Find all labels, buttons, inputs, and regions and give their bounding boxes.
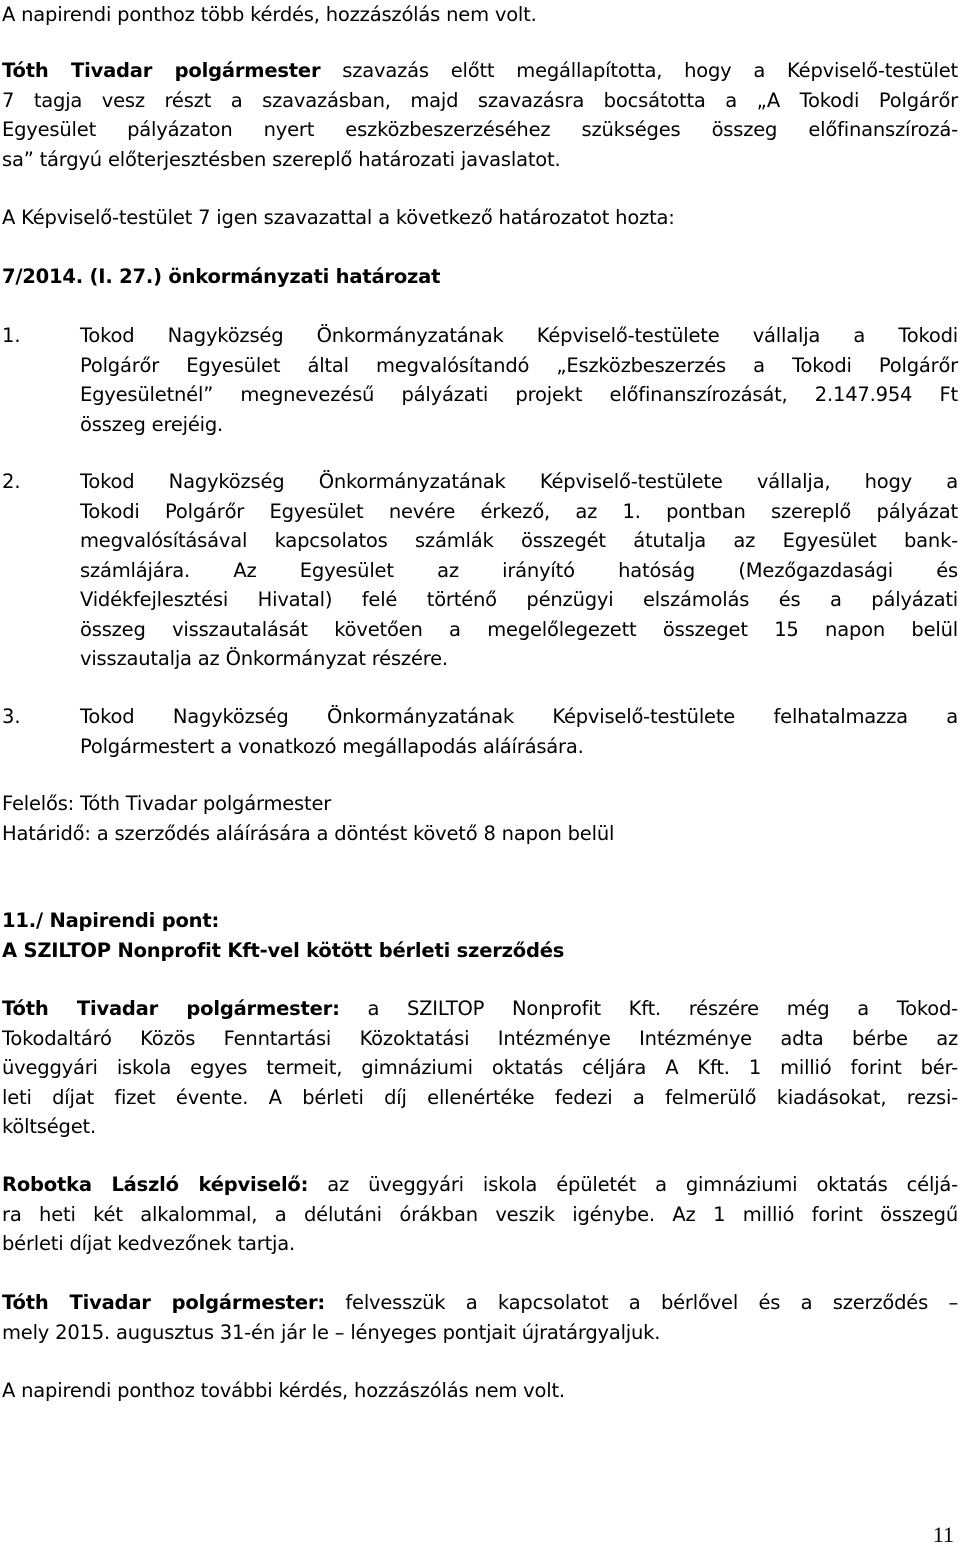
- vote-line-1: [2, 56, 958, 86]
- speech-line: [2, 994, 958, 1024]
- speech-line: [2, 1170, 958, 1200]
- item-line: összeg erejéig.: [80, 412, 224, 436]
- speech-line: Tokodaltáró Közös Fenntartási Közoktatási Intézménye Intézménye adta bérbe az: [2, 1026, 958, 1050]
- item-line: számlájára. Az Egyesület az irányító hatóság (Mezőgazdasági és: [80, 558, 958, 582]
- responsibility-block: [2, 789, 958, 848]
- closing-text: A napirendi ponthoz további kérdés, hozzászólás nem volt.: [2, 1379, 565, 1402]
- item-line: Vidékfejlesztési Hivatal) felé történő pénzügyi elszámolás és a pályázati: [80, 588, 958, 611]
- item-line: Tokodi Polgárőr Egyesület nevére érkező, az 1. pontban szereplő pályázat: [80, 499, 958, 523]
- closing-paragraph: [2, 1376, 958, 1406]
- speech-line: leti díjat fizet évente. A bérleti díj ellenértéke fedezi a felmerülő kiadásokat, rezsi-: [2, 1085, 958, 1109]
- speech-line: [2, 1288, 958, 1318]
- item-line: Tokod Nagyközség Önkormányzatának Képviselő-testülete vállalja, hogy a: [80, 470, 958, 493]
- speaker-name: Robotka László képviselő:: [2, 1173, 309, 1196]
- intro-text: A napirendi ponthoz több kérdés, hozzászólás nem volt.: [2, 3, 537, 26]
- speech-text: felvesszük a kapcsolatot a bérlővel és a szerződés –: [324, 1291, 958, 1314]
- speech-1: [2, 994, 958, 1142]
- vote-line-2: 7 tagja vesz részt a szavazásban, majd szavazásra bocsátotta a „A Tokodi Polgárőr: [2, 88, 958, 112]
- item-line: Tokod Nagyközség Önkormányzatának Képviselő-testülete felhatalmazza a: [80, 705, 958, 728]
- speaker-name: Tóth Tivadar polgármester: [2, 59, 321, 82]
- item-line: Polgárőr Egyesület által megvalósítandó „Eszközbeszerzés a Tokodi Polgárőr: [80, 353, 958, 377]
- item-number-1: 1.: [2, 324, 21, 347]
- item-line: visszautalja az Önkormányzat részére.: [80, 647, 448, 670]
- speech-text: a SZILTOP Nonprofit Kft. részére még a Tokod-: [339, 997, 958, 1020]
- item-line: Egyesületnél” megnevezésű pályázati projekt előfinanszírozását, 2.147.954 Ft: [80, 383, 958, 406]
- vote-line-3: Egyesület pályázaton nyert eszközbeszerzéséhez szükséges összeg előfinanszírozá-: [2, 118, 958, 141]
- page-number: 11: [932, 1522, 954, 1547]
- decision-intro-text: A Képviselő-testület 7 igen szavazattal a következő határozatot hozta:: [2, 206, 675, 229]
- speech-line: bérleti díjat kedvezőnek tartja.: [2, 1232, 296, 1255]
- decision-intro: [2, 203, 958, 233]
- item-line: Polgármestert a vonatkozó megállapodás aláírására.: [80, 734, 584, 758]
- resolution-item-1: [80, 321, 958, 439]
- speech-line: üveggyári iskola egyes termeit, gimnáziumi oktatás céljára A Kft. 1 millió forint bér-: [2, 1056, 958, 1079]
- speaker-name: Tóth Tivadar polgármester:: [2, 997, 340, 1020]
- item-line: Tokod Nagyközség Önkormányzatának Képviselő-testülete vállalja a Tokodi: [80, 324, 958, 347]
- resolution-item-3: [80, 702, 958, 761]
- agenda-block: [2, 906, 958, 965]
- resolution-title-text: 7/2014. (I. 27.) önkormányzati határozat: [2, 265, 441, 288]
- resolution-item-2: [80, 467, 958, 674]
- agenda-title: A SZILTOP Nonprofit Kft-vel kötött bérleti szerződés: [2, 938, 565, 962]
- vote-text: szavazás előtt megállapította, hogy a Képviselő-testület: [320, 59, 958, 82]
- resolution-title: [2, 262, 958, 292]
- responsible-line: Felelős: Tóth Tivadar polgármester: [2, 792, 332, 815]
- speech-line: ra heti két alkalommal, a délutáni órákban veszik igénybe. Az 1 millió forint összegű: [2, 1202, 958, 1226]
- speech-line: költséget.: [2, 1115, 96, 1138]
- vote-line-4: sa” tárgyú előterjesztésben szereplő határozati javaslatot.: [2, 147, 561, 171]
- item-number-3: 3.: [2, 705, 21, 728]
- speaker-name: Tóth Tivadar polgármester:: [2, 1291, 325, 1314]
- item-line: összeg visszautalását követően a megelőlegezett összeget 15 napon belül: [80, 617, 958, 641]
- item-line: megvalósításával kapcsolatos számlák összegét átutalja az Egyesület bank-: [80, 529, 958, 552]
- speech-2: [2, 1170, 958, 1259]
- deadline-line: Határidő: a szerződés aláírására a döntést követő 8 napon belül: [2, 821, 615, 845]
- speech-text: az üveggyári iskola épületét a gimnáziumi oktatás céljá-: [308, 1173, 958, 1196]
- speech-3: [2, 1288, 958, 1347]
- item-number-2: 2.: [2, 470, 21, 493]
- speech-line: mely 2015. augusztus 31-én jár le – lényeges pontjait újratárgyaljuk.: [2, 1320, 661, 1344]
- agenda-heading: 11./ Napirendi pont:: [2, 909, 220, 932]
- vote-paragraph: [2, 56, 958, 174]
- intro-paragraph: [2, 0, 958, 30]
